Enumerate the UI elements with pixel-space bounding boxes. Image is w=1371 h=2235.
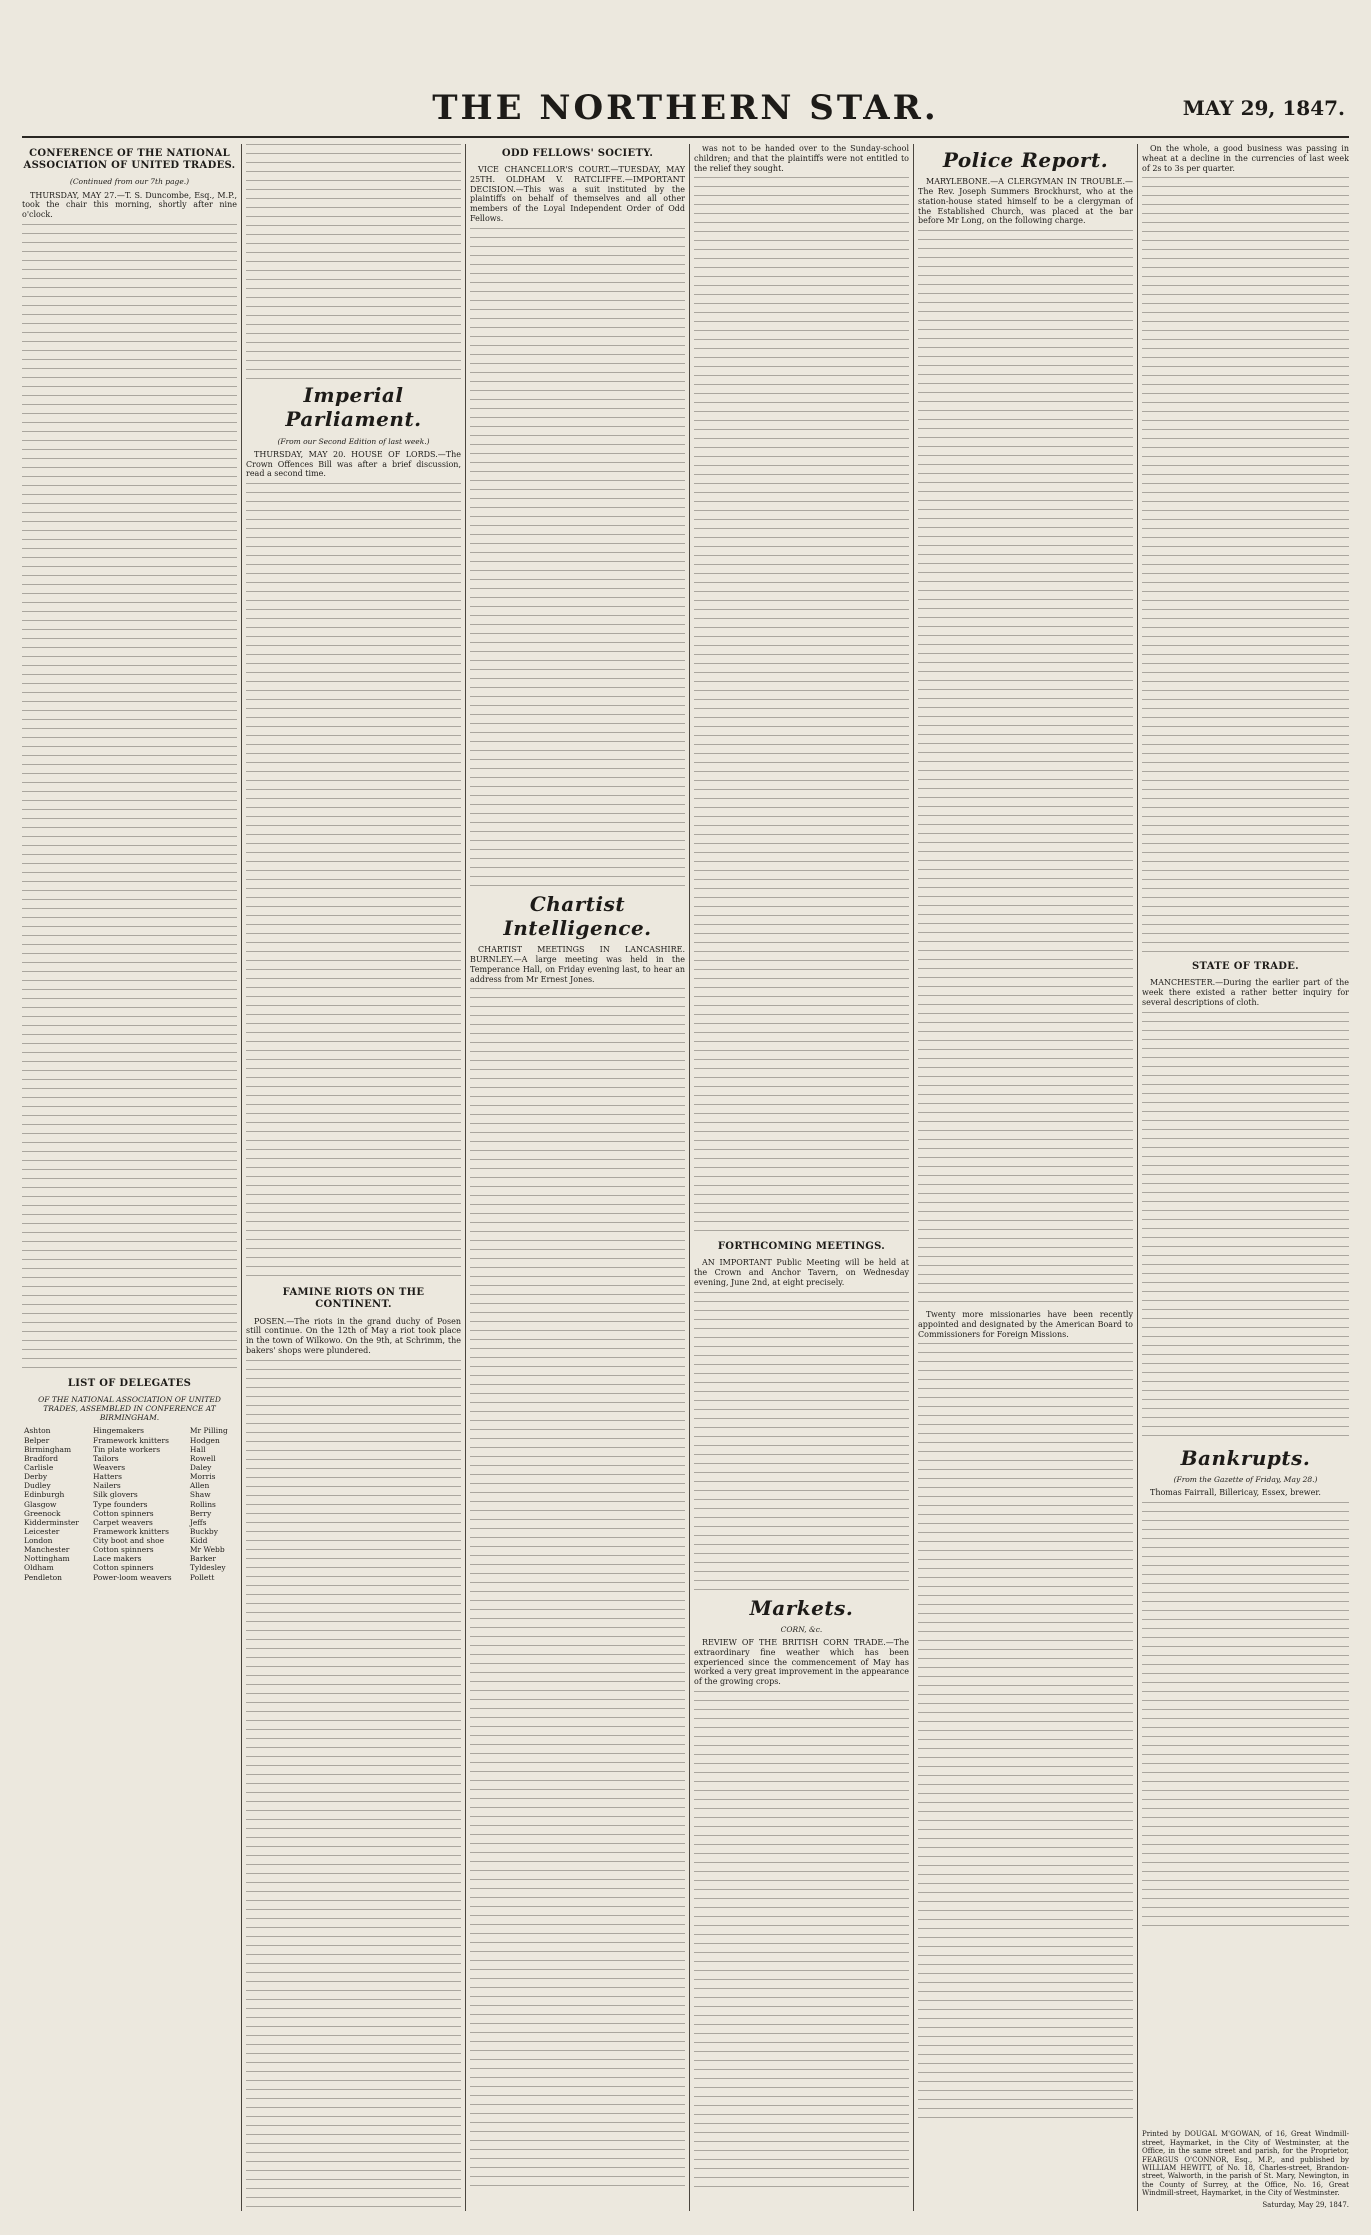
delegate-delegate: Daley (189, 1462, 212, 1472)
imprint-text: Printed by DOUGAL M'GOWAN, of 16, Great Windmill-street, Haymarket, in the City of Westminster, at the Office, in the same street and parish, for the Proprietor, FEARGUS O'CONNOR, Esq., M.P., and published by WILLIAM HEWITT, of No. 18, Charles-street, Brandon-street, Walworth, in the parish of St. Mary, Newington, in the County of Surrey, at the Office, No. 16, Great Windmill-street, Haymarket, in the City of Westminster. (1142, 2130, 1349, 2198)
delegate-delegate: Hall (189, 1444, 206, 1454)
delegate-trade: Tailors (93, 1453, 119, 1463)
article-paragraph: Twenty more missionaries have been recently appointed and designated by the American Board to Commissioners for Foreign Missions. (918, 1310, 1133, 1339)
delegate-trade: Framework knitters (93, 1526, 169, 1536)
printer-imprint (1142, 2130, 1349, 2209)
body-text-block (1142, 1502, 1349, 1932)
section-heading: Police Report. (942, 148, 1109, 172)
article-paragraph: THURSDAY, MAY 27.—T. S. Duncombe, Esq., M.P., took the chair this morning, shortly after nine o'clock. (22, 190, 237, 220)
delegate-delegate: Buckby (189, 1526, 218, 1536)
body-text-block (246, 1360, 461, 2211)
delegate-row (22, 1518, 237, 1527)
body-text-block (918, 230, 1133, 1310)
column-rule (1137, 144, 1138, 2211)
delegate-trade: City boot and shoe (93, 1536, 165, 1546)
body-text-block (470, 228, 685, 888)
delegate-trade: Silk glovers (93, 1490, 138, 1500)
delegate-delegate: Mr Webb (189, 1545, 225, 1555)
body-text-block (470, 988, 685, 2188)
section-heading: Markets. (749, 1595, 854, 1620)
delegate-trade: Framework knitters (93, 1435, 169, 1445)
delegate-trade: Hingemakers (93, 1426, 145, 1436)
body-text-block (1142, 1012, 1349, 1442)
delegate-town: Bradford (24, 1453, 59, 1463)
delegate-row (22, 1481, 237, 1490)
list-heading: LIST OF DELEGATES (67, 1377, 192, 1389)
delegate-row (22, 1426, 237, 1435)
delegate-trade: Nailers (93, 1481, 121, 1491)
delegate-delegate: Pollett (189, 1572, 215, 1582)
delegate-delegate: Berry (189, 1508, 212, 1518)
column-rule (913, 144, 914, 2211)
delegate-town: Belper (24, 1435, 50, 1445)
imprint-date: Saturday, May 29, 1847. (1262, 2200, 1349, 2209)
delegate-town: Glasgow (24, 1499, 57, 1509)
delegate-trade: Tin plate workers (93, 1444, 161, 1454)
article-paragraph: MARYLEBONE.—A CLERGYMAN IN TROUBLE.—The Rev. Joseph Summers Brockhurst, who at the station-house stated himself to be a clergyman of the Established Church, was placed at the bar before Mr Long, on the following charge. (918, 177, 1133, 226)
body-text-block (1142, 177, 1349, 957)
delegate-trade: Lace makers (93, 1554, 142, 1564)
delegate-town: Birmingham (24, 1444, 72, 1454)
issue-date: MAY 29, 1847. (1182, 96, 1345, 120)
article-paragraph: AN IMPORTANT Public Meeting will be held at the Crown and Anchor Tavern, on Wednesday evening, June 2nd, at eight precisely. (694, 1258, 909, 1287)
delegate-delegate: Tyldesley (189, 1563, 226, 1573)
delegate-row (22, 1536, 237, 1545)
delegate-trade: Cotton spinners (93, 1563, 154, 1573)
body-text-block (694, 177, 909, 1237)
delegate-row (22, 1554, 237, 1563)
newspaper-title: THE NORTHERN STAR. (432, 88, 939, 128)
delegate-trade: Carpet weavers (93, 1517, 153, 1527)
delegate-delegate: Morris (189, 1472, 216, 1482)
article-paragraph: REVIEW OF THE BRITISH CORN TRADE.—The extraordinary fine weather which has been experienced since the commencement of May has worked a very great improvement in the appearance of the growing crops. (694, 1638, 909, 1687)
column-rule (689, 144, 690, 2211)
delegate-town: Dudley (24, 1481, 51, 1491)
delegate-delegate: Allen (189, 1481, 210, 1491)
subhead: (From our Second Edition of last week.) (277, 436, 430, 446)
delegate-row (22, 1563, 237, 1572)
delegate-trade: Power-loom weavers (93, 1572, 172, 1582)
delegate-trade: Weavers (93, 1462, 126, 1472)
delegate-town: Carlisle (24, 1462, 54, 1472)
delegate-town: Ashton (24, 1426, 51, 1436)
column-2 (246, 144, 461, 2211)
section-heading: Chartist Intelligence. (503, 891, 652, 941)
delegate-delegate: Barker (189, 1554, 216, 1564)
subhead: (From the Gazette of Friday, May 28.) (1173, 1475, 1318, 1485)
delegate-delegate: Jeffs (189, 1517, 207, 1527)
delegate-town: Kidderminster (24, 1517, 79, 1527)
delegate-town: London (24, 1536, 53, 1546)
section-heading: FORTHCOMING MEETINGS. (717, 1241, 886, 1253)
list-subheading: OF THE NATIONAL ASSOCIATION OF UNITED TRADES, ASSEMBLED IN CONFERENCE AT BIRMINGHAM. (38, 1394, 221, 1423)
delegate-town: Derby (24, 1472, 48, 1482)
delegate-row (22, 1490, 237, 1499)
column-rule (241, 144, 242, 2211)
section-heading: FAMINE RIOTS ON THE CONTINENT. (282, 1287, 425, 1311)
body-text-block (22, 224, 237, 1374)
column-6 (1142, 144, 1349, 2211)
delegate-row (22, 1545, 237, 1554)
delegate-delegate: Shaw (189, 1490, 211, 1500)
delegate-town: Nottingham (24, 1554, 70, 1564)
delegate-row (22, 1500, 237, 1509)
delegate-row (22, 1573, 237, 1582)
delegate-trade: Cotton spinners (93, 1508, 154, 1518)
body-text-block (246, 144, 461, 379)
delegate-row (22, 1436, 237, 1445)
article-paragraph: THURSDAY, MAY 20. HOUSE OF LORDS.—The Crown Offences Bill was after a brief discussion, read a second time. (246, 449, 461, 479)
body-text-block (694, 1691, 909, 2191)
delegate-delegate: Kidd (189, 1536, 208, 1546)
column-1 (22, 144, 237, 2211)
delegate-delegate: Hodgen (189, 1435, 220, 1445)
delegate-row (22, 1472, 237, 1481)
delegate-row (22, 1527, 237, 1536)
headline: ODD FELLOWS' SOCIETY. (501, 148, 654, 159)
section-heading: STATE OF TRADE. (1192, 961, 1299, 973)
delegate-town: Leicester (24, 1526, 60, 1536)
delegate-trade: Cotton spinners (93, 1545, 154, 1555)
delegate-row (22, 1463, 237, 1472)
article-paragraph: MANCHESTER.—During the earlier part of the week there existed a rather better inquiry for several descriptions of cloth. (1142, 978, 1349, 1007)
body-text-block (694, 1292, 909, 1592)
delegate-town: Oldham (24, 1563, 54, 1573)
section-heading: Imperial Parliament. (285, 383, 422, 432)
delegate-delegate: Rollins (189, 1499, 216, 1509)
delegate-town: Pendleton (24, 1572, 62, 1582)
column-4 (694, 144, 909, 2211)
delegate-trade: Type founders (93, 1499, 148, 1509)
delegate-town: Edinburgh (24, 1490, 65, 1500)
article-paragraph: POSEN.—The riots in the grand duchy of Posen still continue. On the 12th of May a riot took place in the town of Wilkowo. On the 9th, at Schrimm, the bakers' shops were plundered. (246, 1316, 461, 1355)
body-text-block (246, 483, 461, 1283)
body-text-block (918, 1343, 1133, 2123)
delegate-delegate: Rowell (189, 1453, 216, 1463)
delegate-row (22, 1454, 237, 1463)
article-paragraph: VICE CHANCELLOR'S COURT.—TUESDAY, MAY 25TH. OLDHAM V. RATCLIFFE.—IMPORTANT DECISION.—This was a suit instituted by the plaintiffs on behalf of themselves and all other members of the Loyal Independent Order of Odd Fellows. (470, 165, 685, 223)
article-paragraph: CHARTIST MEETINGS IN LANCASHIRE. BURNLEY.—A large meeting was held in the Temperance Hall, on Friday evening last, to hear an address from Mr Ernest Jones. (470, 945, 685, 984)
delegate-town: Greenock (24, 1508, 61, 1518)
headline: CONFERENCE OF THE NATIONAL ASSOCIATION OF UNITED TRADES. (23, 148, 236, 172)
delegate-row (22, 1509, 237, 1518)
subhead: (Continued from our 7th page.) (69, 177, 190, 187)
delegate-trade: Hatters (93, 1472, 122, 1482)
article-paragraph: Thomas Fairrall, Billericay, Essex, brewer. (1150, 1488, 1321, 1498)
article-paragraph: was not to be handed over to the Sunday-school children; and that the plaintiffs were not entitled to the relief they sought. (694, 144, 909, 173)
column-rule (465, 144, 466, 2211)
delegate-row (22, 1445, 237, 1454)
subhead: CORN, &c. (780, 1625, 823, 1635)
masthead (22, 86, 1349, 138)
article-paragraph: On the whole, a good business was passing in wheat at a decline in the currencies of last week of 2s to 3s per quarter. (1142, 144, 1349, 173)
section-heading: Bankrupts. (1180, 1445, 1311, 1470)
delegates-table (22, 1426, 237, 1581)
column-5 (918, 144, 1133, 2211)
column-3 (470, 144, 685, 2211)
delegate-town: Manchester (24, 1545, 70, 1555)
delegate-delegate: Mr Pilling (189, 1426, 228, 1436)
